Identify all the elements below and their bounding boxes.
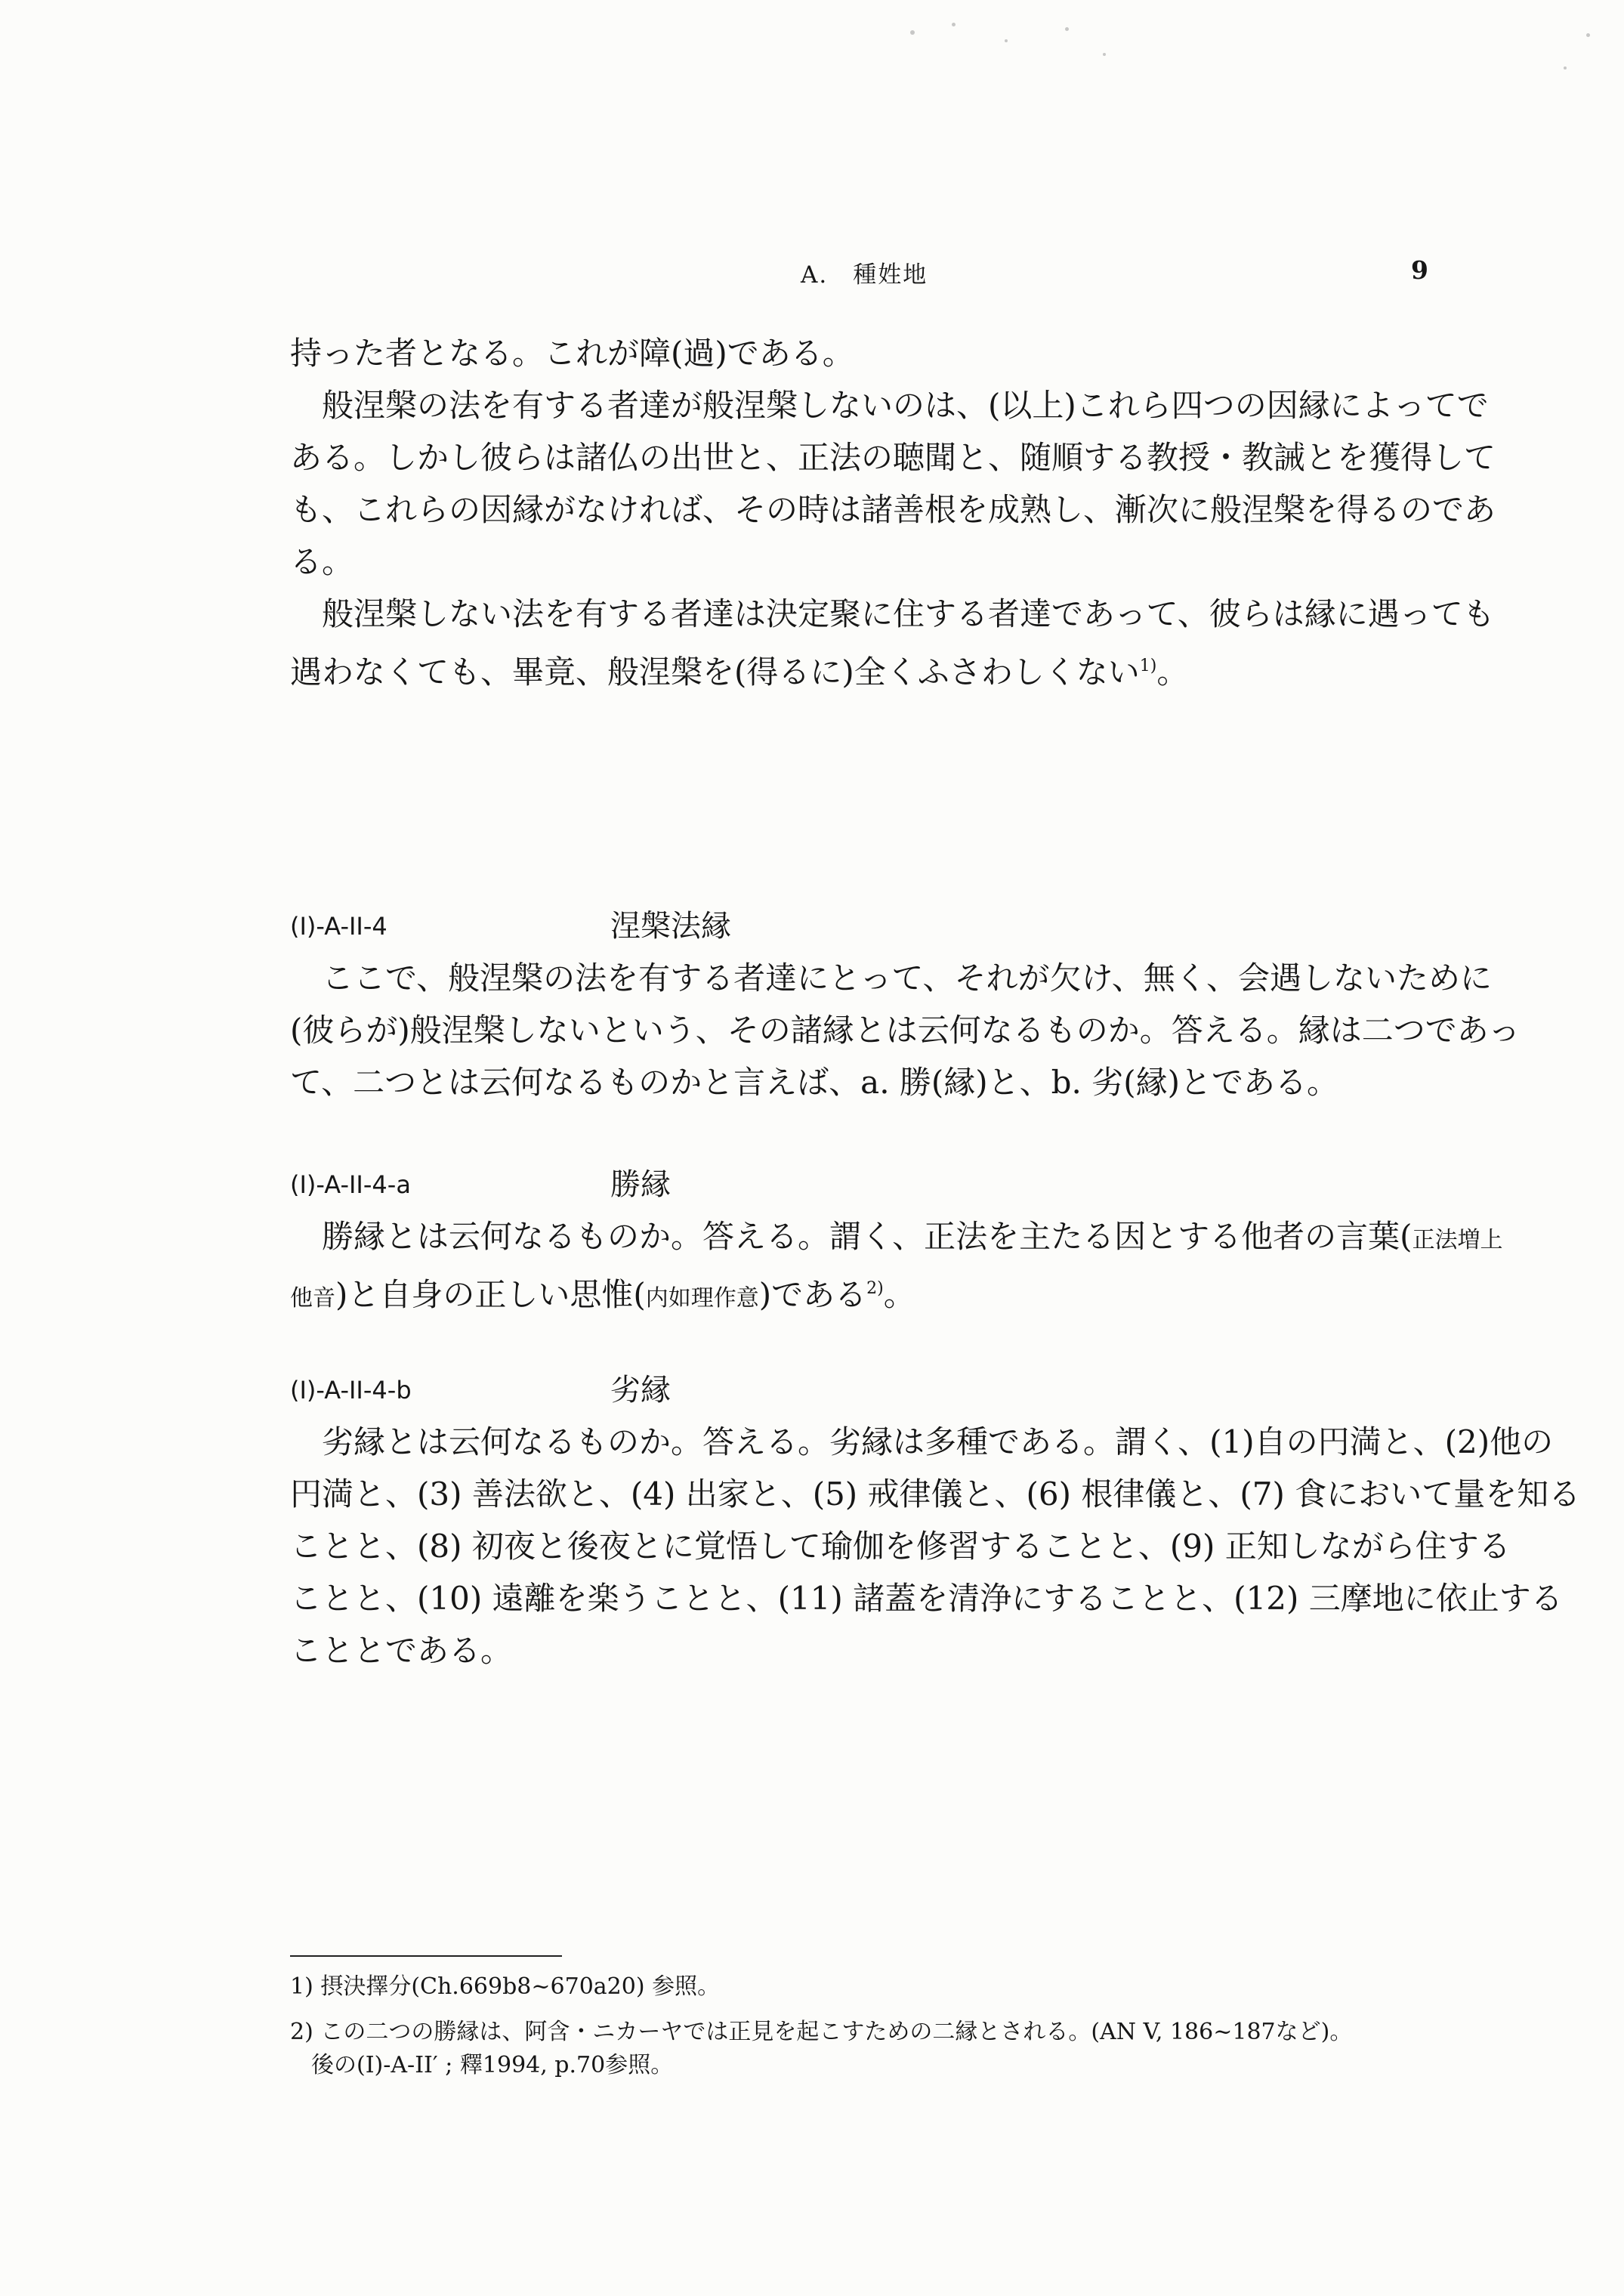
page-number: 9 <box>1411 255 1428 285</box>
body-text-line: ここで、般涅槃の法を有する者達にとって、それが欠け、無く、会遇しないために <box>322 959 1492 997</box>
body-text-line: (彼らが)般涅槃しないという、その諸縁とは云何なるものか。答える。縁は二つであっ <box>290 1012 1521 1049</box>
running-head: A. 種姓地 <box>801 261 928 289</box>
body-text-line: も、これらの因縁がなければ、その時は諸善根を成熟し、漸次に般涅槃を得るのであ <box>290 491 1496 528</box>
scan-speckle <box>910 30 915 35</box>
body-text-line: こととである。 <box>290 1632 513 1669</box>
footnote-2-continued: 後の(I)-A-II′ ; 釋1994, p.70参照。 <box>311 2052 674 2078</box>
footnote-1: 1) 摂決擇分(Ch.669b8~670a20) 参照。 <box>290 1973 721 2000</box>
body-text: 勝縁とは云何なるものか。答える。謂く、正法を主たる因とする他者の言葉( <box>322 1218 1413 1255</box>
footnote-ref-2: 2) <box>866 1279 884 1298</box>
body-text-line: る。 <box>290 543 354 580</box>
body-text: 。 <box>1156 654 1189 691</box>
body-text-line: 円満と、(3) 善法欲と、(4) 出家と、(5) 戒律儀と、(6) 根律儀と、(7) 食において量を知る <box>290 1476 1581 1513</box>
body-text-line: 持った者となる。これが障(過)である。 <box>290 335 854 372</box>
body-text: 。 <box>883 1276 915 1313</box>
scan-speckle <box>1586 33 1590 37</box>
scan-speckle <box>1005 39 1008 42</box>
body-text-line <box>290 645 1188 694</box>
footnote-ref-1: 1) <box>1139 657 1157 675</box>
section-id: (I)-A-II-4-a <box>290 1170 411 1199</box>
body-text-line: て、二つとは云何なるものかと言えば、a. 勝(縁)と、b. 劣(縁)とである。 <box>290 1064 1339 1101</box>
scan-speckle <box>1103 53 1106 56</box>
scan-speckle <box>1564 66 1567 70</box>
body-text-line: 般涅槃しない法を有する者達は決定聚に住する者達であって、彼らは縁に遇っても <box>322 595 1495 632</box>
footnote-rule <box>290 1955 562 1957</box>
body-text-line: 劣縁とは云何なるものか。答える。劣縁は多種である。謂く、(1)自の円満と、(2)他の <box>322 1423 1554 1460</box>
body-text: )である <box>758 1276 867 1313</box>
scan-speckle <box>1065 27 1069 31</box>
body-text-line: ある。しかし彼らは諸仏の出世と、正法の聴聞と、随順する教授・教誡とを獲得して <box>290 439 1496 476</box>
footnote-2: 2) この二つの勝縁は、阿含・ニカーヤでは正見を起こすための二縁とされる。(AN V, 186~187など)。 <box>290 2019 1353 2045</box>
body-text: 遇わなくても、畢竟、般涅槃を(得るに)全くふさわしくない <box>290 654 1140 691</box>
body-text-line: ことと、(10) 遠離を楽うことと、(11) 諸蓋を清浄にすることと、(12) 三摩地に依止する <box>290 1580 1563 1617</box>
section-id: (I)-A-II-4 <box>290 912 387 941</box>
scan-speckle <box>952 23 956 26</box>
inline-gloss: 内如理作意 <box>645 1285 759 1312</box>
body-text: )と自身の正しい思惟( <box>335 1276 646 1313</box>
inline-gloss: 他音 <box>290 1285 335 1312</box>
section-id: (I)-A-II-4-b <box>290 1376 412 1404</box>
inline-gloss: 正法増上 <box>1412 1227 1503 1253</box>
body-text-line: ことと、(8) 初夜と後夜とに覚悟して瑜伽を修習することと、(9) 正知しながら住する <box>290 1528 1511 1565</box>
body-text-line <box>322 1216 1503 1262</box>
section-title: 劣縁 <box>610 1373 671 1408</box>
section-title: 勝縁 <box>610 1167 671 1202</box>
body-text-line: 般涅槃の法を有する者達が般涅槃しないのは、(以上)これら四つの因縁によってで <box>322 387 1489 424</box>
body-text-line <box>290 1268 915 1320</box>
section-title: 涅槃法縁 <box>610 909 731 944</box>
